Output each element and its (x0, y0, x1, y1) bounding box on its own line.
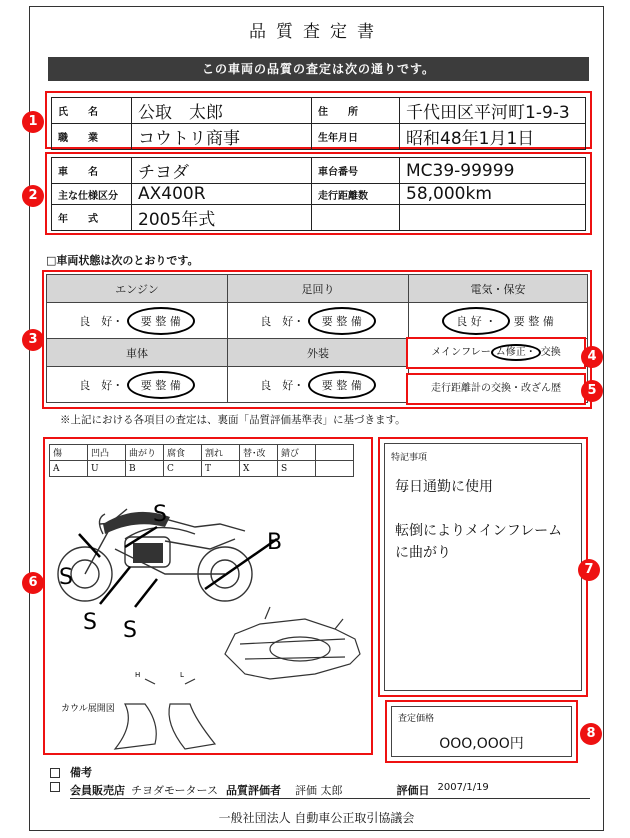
mark-s: S (123, 618, 137, 643)
motorcycle-diagram (45, 479, 371, 753)
selected-frame-oval: ム修正・ (491, 344, 541, 361)
vehicle-table (51, 157, 586, 231)
job-label: 職 業 (52, 124, 132, 150)
year-label: 年 式 (52, 205, 132, 231)
damage-code: X (240, 461, 278, 477)
mark-s: S (153, 502, 167, 527)
damage-header: 腐食 (164, 445, 202, 461)
year-value: 2005年式 (132, 205, 312, 231)
bikou-row (50, 764, 590, 780)
dealer-label: 会員販売店 (70, 784, 125, 797)
eval-date: 2007/1/19 (437, 782, 489, 793)
owner-section (45, 91, 592, 149)
chassis-number: MC39-99999 (400, 158, 586, 184)
evaluator-label: 品質評価者 (226, 784, 282, 797)
dealer-row (50, 782, 590, 798)
evaluator-name: 評価 太郎 (295, 784, 343, 797)
remarks-label: 特記事項 (391, 453, 428, 463)
mileage-label: 走行距離数 (312, 184, 400, 205)
remarks-line-1: 毎日通勤に使用 (395, 479, 493, 495)
damage-section (43, 437, 373, 755)
damage-code (316, 461, 354, 477)
cowl-label: カウル展開図 (61, 704, 115, 714)
owner-job: コウトリ商事 (132, 124, 312, 150)
bikou-checkbox[interactable] (50, 768, 60, 778)
selected-needs-oval: 要 整 備 (127, 371, 195, 399)
remarks-section (378, 437, 588, 697)
dealer-name: チヨダモータース (131, 784, 219, 797)
price-label: 査定価格 (398, 714, 435, 724)
badge-4: 4 (581, 346, 603, 368)
damage-header: 凹凸 (88, 445, 126, 461)
footnote: ※上記における各項目の査定は、裏面「品質評価基準表」に基づきます。 (60, 414, 406, 426)
suspension-rating: 良 好・ 要 整 備 (228, 303, 409, 339)
name-label: 氏 名 (52, 98, 132, 124)
badge-1: 1 (22, 111, 44, 133)
damage-code: A (50, 461, 88, 477)
owner-table (51, 97, 586, 150)
address-label: 住 所 (312, 98, 400, 124)
damage-header (316, 445, 354, 461)
owner-name: 公取 太郎 (132, 98, 312, 124)
damage-header: 傷 (50, 445, 88, 461)
dealer-checkbox[interactable] (50, 782, 60, 792)
price-value: OOO,OOO円 (439, 736, 524, 752)
damage-header: 替･改 (240, 445, 278, 461)
bikou-label: 備考 (70, 766, 92, 779)
frame-box: メインフレー ム修正・ 交換 (406, 337, 586, 369)
empty-cell (312, 205, 400, 231)
banner: この車両の品質の査定は次の通りです。 (48, 57, 589, 81)
badge-3: 3 (22, 329, 44, 351)
damage-leader-lines (79, 527, 277, 607)
badge-5: 5 (581, 380, 603, 402)
damage-code: C (164, 461, 202, 477)
badge-8: 8 (580, 723, 602, 745)
mark-s: S (59, 565, 73, 590)
spec-value: AX400R (132, 184, 312, 205)
exterior-header: 外装 (228, 339, 409, 367)
suspension-header: 足回り (228, 275, 409, 303)
car-name-label: 車 名 (52, 158, 132, 184)
badge-6: 6 (22, 572, 44, 594)
mileage-value: 58,000km (400, 184, 586, 205)
remarks-box (384, 443, 582, 691)
appraisal-sheet (29, 6, 604, 831)
body-header: 車体 (47, 339, 228, 367)
damage-code: T (202, 461, 240, 477)
condition-heading: □車両状態は次のとおりです。 (46, 254, 199, 267)
empty-cell (400, 205, 586, 231)
selected-good-oval: 良 好 ・ (442, 307, 510, 335)
selected-needs-oval: 要 整 備 (308, 307, 376, 335)
selected-needs-oval: 要 整 備 (308, 371, 376, 399)
selected-needs-oval: 要 整 備 (127, 307, 195, 335)
damage-header: 曲がり (126, 445, 164, 461)
body-rating: 良 好・ 要 整 備 (47, 367, 228, 403)
vehicle-section (45, 152, 592, 235)
footer-divider (70, 798, 590, 799)
document-title: 品質査定書 (249, 22, 384, 42)
owner-dob: 昭和48年1月1日 (400, 124, 586, 150)
car-name: チヨダ (132, 158, 312, 184)
spec-label: 主な仕様区分 (52, 184, 132, 205)
damage-code: S (278, 461, 316, 477)
badge-2: 2 (22, 185, 44, 207)
damage-header: 錆び (278, 445, 316, 461)
engine-rating: 良 好・ 要 整 備 (47, 303, 228, 339)
price-section (385, 700, 578, 763)
bike-top-view-icon (225, 607, 360, 679)
owner-address: 千代田区平河町1-9-3 (400, 98, 586, 124)
chassis-label: 車台番号 (312, 158, 400, 184)
exterior-rating: 良 好・ 要 整 備 (228, 367, 409, 403)
odometer-box: 走行距離計の交換・改ざん歴 (406, 373, 586, 405)
organization-name: 一般社団法人 自動車公正取引協議会 (218, 811, 415, 825)
dob-label: 生年月日 (312, 124, 400, 150)
damage-header: 割れ (202, 445, 240, 461)
mark-l: L (180, 671, 184, 679)
condition-section (42, 270, 592, 409)
damage-code: B (126, 461, 164, 477)
mark-s: S (83, 610, 97, 635)
electric-rating: 良 好 ・ 要 整 備 (409, 303, 588, 339)
date-label: 評価日 (396, 784, 430, 797)
price-box (391, 706, 572, 757)
damage-code: U (88, 461, 126, 477)
mark-b: B (267, 530, 283, 555)
badge-7: 7 (578, 559, 600, 581)
damage-code-table (49, 444, 354, 477)
cowl-diagram-icon (115, 679, 215, 749)
remarks-line-2: 転倒によりメインフレームに曲がり (395, 523, 563, 561)
electric-header: 電気・保安 (409, 275, 588, 303)
engine-header: エンジン (47, 275, 228, 303)
mark-h: H (135, 671, 141, 679)
